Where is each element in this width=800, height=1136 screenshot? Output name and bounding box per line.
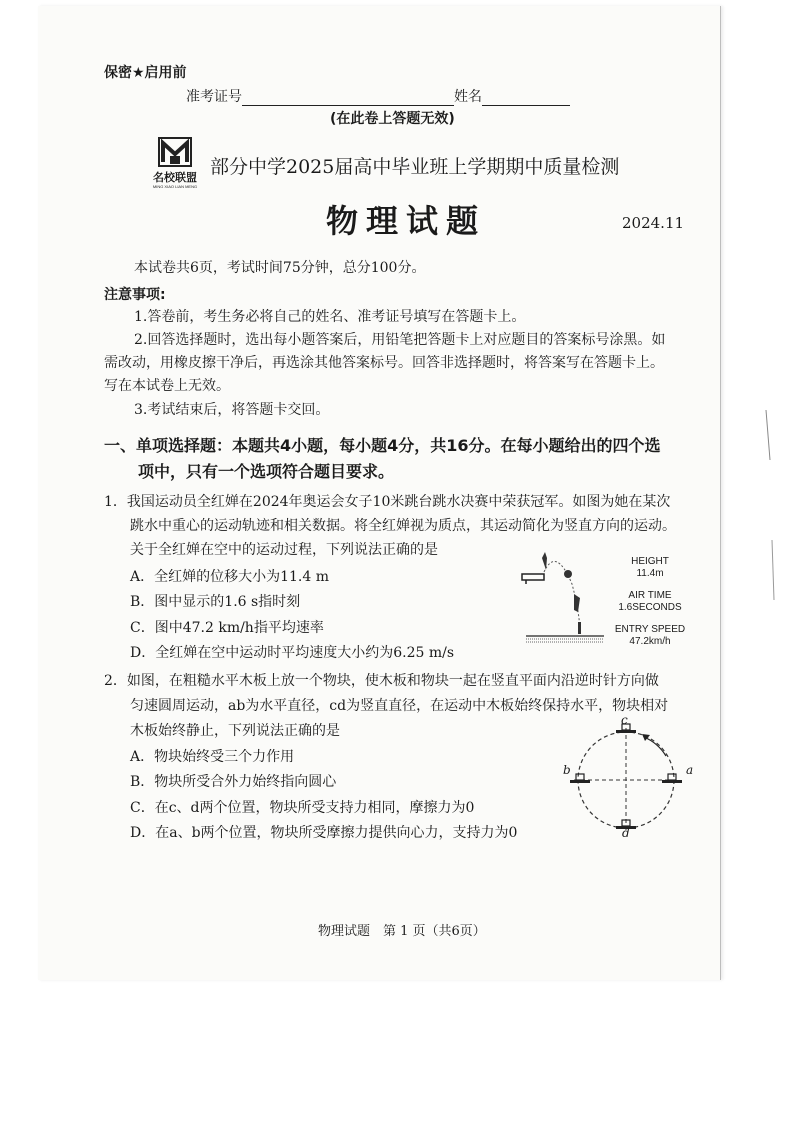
- notes-item-2-line-3: 写在本试卷上无效。: [104, 378, 230, 394]
- name-label: 姓名: [454, 89, 482, 105]
- figure-height-label: HEIGHT: [631, 556, 669, 567]
- exam-id-row: [186, 86, 570, 106]
- q1-stem-line-2: 跳水中重心的运动轨迹和相关数据。将全红婵视为质点，其运动简化为竖直方向的运动。: [130, 518, 676, 534]
- q2-stem-line-2: 匀速圆周运动，ab为水平直径，cd为竖直直径，在运动中木板始终保持水平，物块相对: [130, 698, 669, 714]
- label-a: a: [686, 763, 694, 777]
- notes-item-3: 3.考试结束后，将答题卡交回。: [134, 402, 330, 418]
- school-alliance-logo: [152, 136, 198, 192]
- q1-option-a: A．全红婵的位移大小为11.4 m: [130, 569, 330, 585]
- q1-option-b: B．图中显示的1.6 s指时刻: [130, 594, 301, 610]
- figure-height-value: 11.4m: [636, 568, 664, 579]
- q1-option-d: D．全红婵在空中运动时平均速度大小约为6.25 m/s: [130, 645, 455, 661]
- rotation-direction-arrow: [644, 737, 666, 756]
- q1-stem-line-1: 1．我国运动员全红婵在2024年奥运会女子10米跳台跳水决赛中荣获冠军。如图为她在某次: [104, 494, 671, 510]
- q1-option-c: C．图中47.2 km/h指平均速率: [130, 620, 324, 636]
- page-footer: 物理试题 第 1 页（共6页）: [318, 924, 486, 939]
- q2-option-b: B．物块所受合外力始终指向圆心: [130, 774, 337, 790]
- logo-emblem-icon: [152, 136, 198, 170]
- exam-date: 2024.11: [622, 214, 685, 232]
- figure-speed-value: 47.2km/h: [629, 636, 671, 647]
- name-field: [482, 91, 570, 106]
- exam-title: 物理试题: [326, 202, 487, 240]
- label-d: d: [622, 826, 630, 840]
- invalid-note: (在此卷上答题无效): [330, 111, 455, 127]
- notes-item-2-line-2: 需改动，用橡皮擦干净后，再选涂其他答案标号。回答非选择题时，将答案写在答题卡上。: [104, 355, 664, 371]
- q2-stem-line-1: 2．如图，在粗糙水平木板上放一个物块，使木板和物块一起在竖直平面内沿逆时针方向做: [104, 673, 659, 689]
- q1-stem-line-3: 关于全红婵在空中的运动过程，下列说法正确的是: [130, 542, 438, 558]
- exam-intro: 本试卷共6页，考试时间75分钟，总分100分。: [134, 260, 426, 276]
- q2-stem-line-3: 木板始终静止，下列说法正确的是: [130, 723, 340, 739]
- water-surface: [526, 636, 604, 642]
- notes-item-1: 1.答卷前，考生务必将自己的姓名、准考证号填写在答题卡上。: [134, 309, 526, 325]
- q2-option-d: D．在a、b两个位置，物块所受摩擦力提供向心力，支持力为0: [130, 825, 518, 841]
- notes-heading: 注意事项:: [104, 287, 166, 303]
- label-b: b: [563, 763, 571, 777]
- notes-item-2-line-1: 2.回答选择题时，选出每小题答案后，用铅笔把答题卡上对应题目的答案标号涂黑。如: [134, 332, 666, 348]
- q2-option-c: C．在c、d两个位置，物块所受支持力相同，摩擦力为0: [130, 800, 475, 816]
- diver-figures: [542, 552, 581, 634]
- circular-motion-figure: [570, 720, 690, 842]
- figure-airtime-label: AIR TIME: [628, 590, 672, 601]
- exam-subtitle: 部分中学2025届高中毕业班上学期期中质量检测: [210, 156, 620, 178]
- board-at-a: [662, 774, 682, 783]
- board-at-b: [570, 774, 590, 783]
- exam-id-field: [242, 91, 454, 106]
- label-c: c: [621, 713, 628, 727]
- diving-trajectory-figure: [518, 544, 608, 646]
- figure-speed-label: ENTRY SPEED: [614, 624, 686, 635]
- section-1-heading-line-1: 一、单项选择题：本题共4小题，每小题4分，共16分。在每小题给出的四个选: [104, 436, 661, 455]
- scan-edge-marks: [756, 400, 786, 620]
- confidential-mark: 保密★启用前: [104, 65, 187, 81]
- q2-option-a: A．物块始终受三个力作用: [130, 749, 295, 765]
- logo-title: 名校联盟: [153, 171, 197, 184]
- exam-id-label: 准考证号: [186, 89, 242, 105]
- logo-pinyin: MING XIAO LIAN MENG: [152, 184, 198, 189]
- figure-airtime-value: 1.6SECONDS: [618, 602, 682, 613]
- section-1-heading-line-2: 项中，只有一个选项符合题目要求。: [138, 462, 395, 481]
- diving-platform: [522, 574, 544, 580]
